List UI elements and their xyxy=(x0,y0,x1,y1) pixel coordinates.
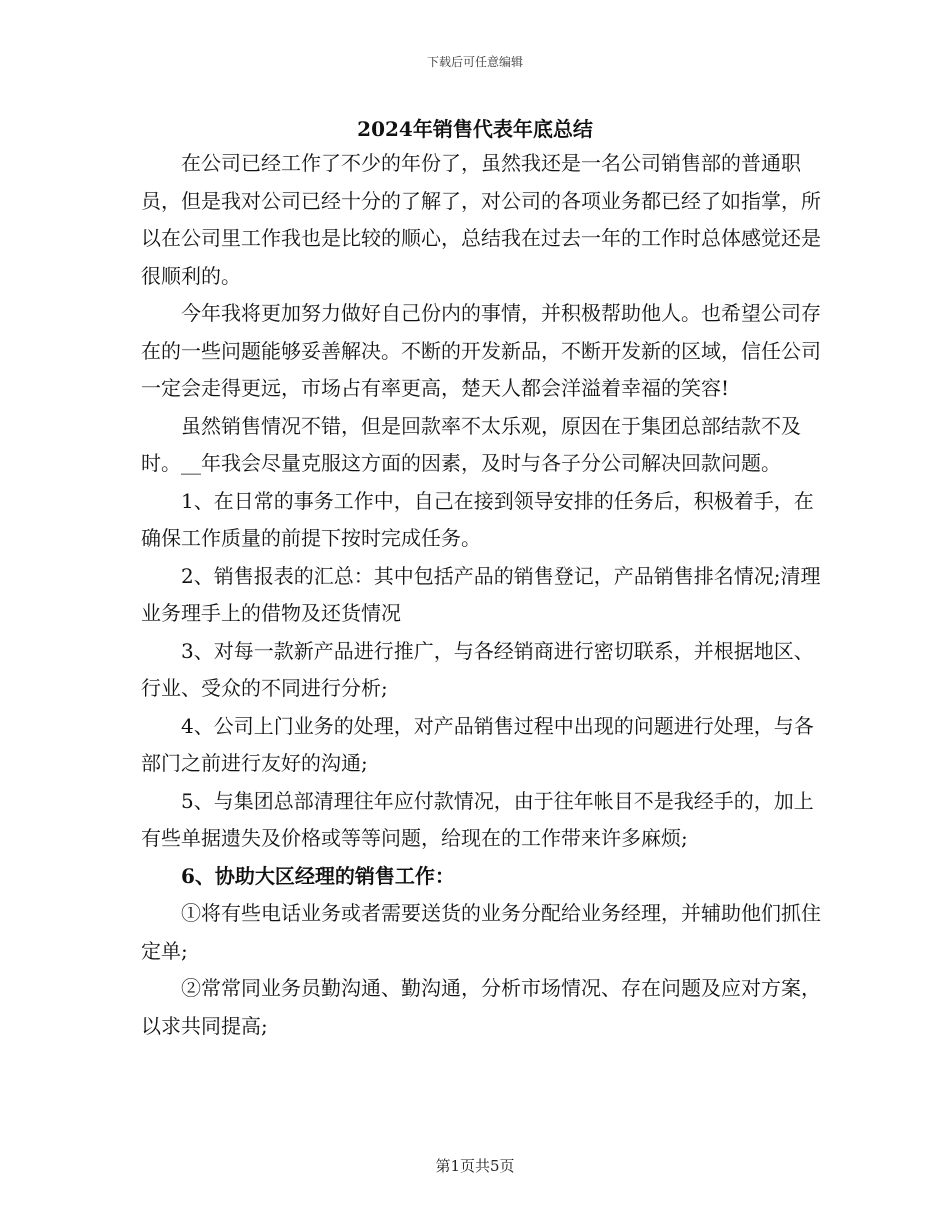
paragraph-intro: 在公司已经工作了不少的年份了，虽然我还是一名公司销售部的普通职员，但是我对公司已经十分的了解了，对公司的各项业务都已经了如指掌，所以在公司里工作我也是比较的顺心，总结我在过去一年的工作时总体感觉还是很顺利的。 xyxy=(141,151,821,288)
sub-item-2: ②常常同业务员勤沟通、勤沟通，分析市场情况、存在问题及应对方案，以求共同提高; xyxy=(141,976,821,1038)
paragraph-plan: 今年我将更加努力做好自己份内的事情，并积极帮助他人。也希望公司存在的一些问题能够妥善解决。不断的开发新品，不断开发新的区域，信任公司一定会走得更远，市场占有率更高，楚天人都会洋溢着幸福的笑容! xyxy=(141,301,821,400)
document-body xyxy=(141,145,831,1045)
list-item-3: 3、对每一款新产品进行推广，与各经销商进行密切联系，并根据地区、行业、受众的不同进行分析; xyxy=(141,638,814,700)
list-item-6-heading: 6、协助大区经理的销售工作： xyxy=(181,863,455,888)
document-title: 2024年销售代表年底总结 xyxy=(357,117,593,141)
list-item-1: 1、在日常的事务工作中，自己在接到领导安排的任务后，积极着手，在确保工作质量的前提下按时完成任务。 xyxy=(141,488,814,550)
paragraph-collections: 虽然销售情况不错，但是回款率不太乐观，原因在于集团总部结款不及时。__年我会尽量克服这方面的因素，及时与各子分公司解决回款问题。 xyxy=(141,413,801,475)
list-item-5: 5、与集团总部清理往年应付款情况，由于往年帐目不是我经手的，加上有些单据遗失及价格或等等问题，给现在的工作带来许多麻烦; xyxy=(141,788,814,850)
list-item-2: 2、销售报表的汇总：其中包括产品的销售登记，产品销售排名情况;清理业务理手上的借物及还货情况 xyxy=(141,563,821,625)
page-number-footer: 第1页共5页 xyxy=(435,1157,515,1175)
page-header-note: 下载后可任意编辑 xyxy=(426,55,523,69)
sub-item-1: ①将有些电话业务或者需要送货的业务分配给业务经理，并辅助他们抓住定单; xyxy=(141,901,821,963)
list-item-4: 4、公司上门业务的处理，对产品销售过程中出现的问题进行处理，与各部门之前进行友好的沟通; xyxy=(141,713,814,775)
